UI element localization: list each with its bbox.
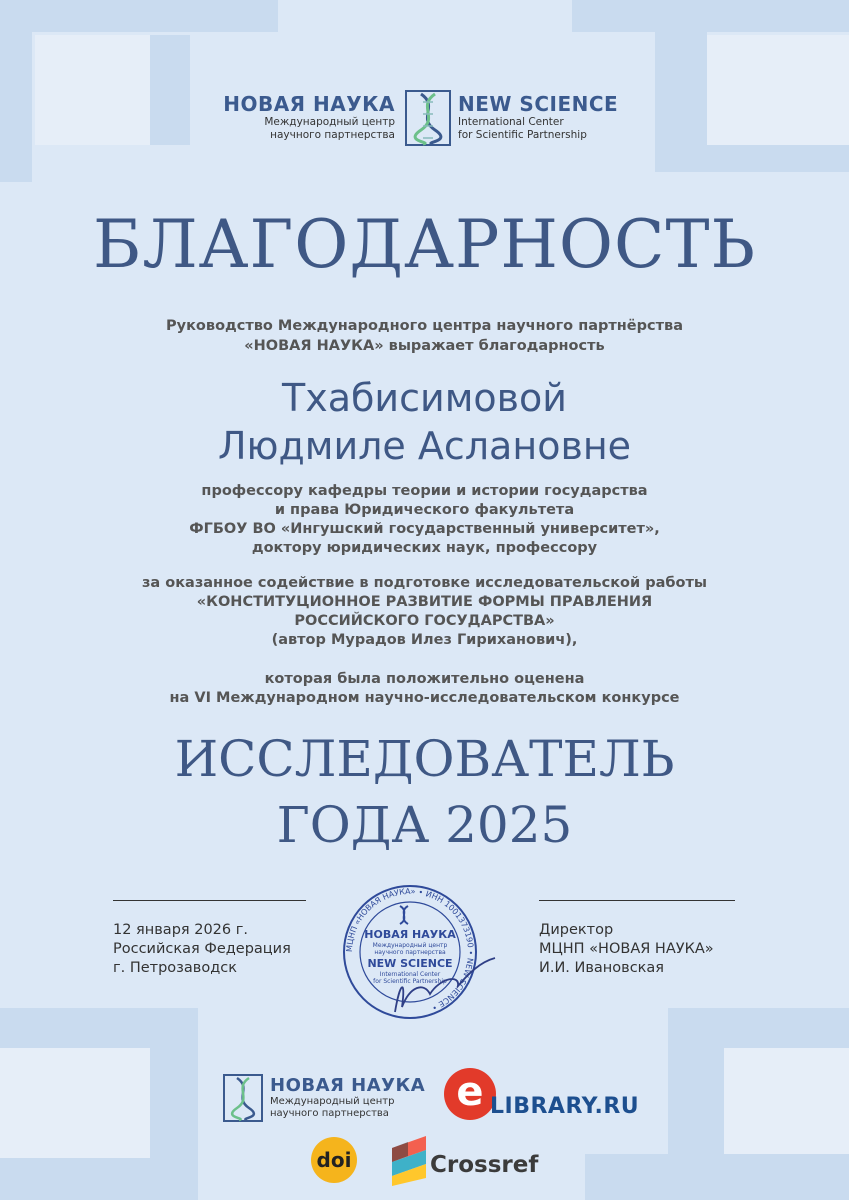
corner-deco <box>572 0 849 32</box>
contest-title-line: ИССЛЕДОВАТЕЛЬ <box>174 730 675 788</box>
recipient-position <box>0 482 849 558</box>
dna-helix-icon <box>222 1073 264 1123</box>
stamp-ring-text: МЦНП «НОВАЯ НАУКА» • ИНН 1001373190 • NEW SCIENCE • <box>344 886 476 1013</box>
stamp-line-3: научного партнерства <box>374 949 446 956</box>
brand-subtitle-en: International Center <box>458 116 564 128</box>
footer-brand-subtitle: Международный центр <box>270 1096 395 1107</box>
corner-deco <box>0 0 278 32</box>
evaluation-line: на VI Международном научно-исследовательском конкурсе <box>169 690 680 706</box>
brand-subtitle-ru: Международный центр <box>264 116 395 128</box>
elibrary-e-icon: e <box>444 1068 496 1120</box>
corner-deco <box>724 1048 849 1154</box>
crossref-text: Crossref <box>430 1152 539 1178</box>
contest-title <box>0 726 849 858</box>
header-brand-en <box>458 92 618 142</box>
brand-name-en: NEW SCIENCE <box>458 92 619 116</box>
divider-right <box>539 900 735 901</box>
brand-name-ru: НОВАЯ НАУКА <box>223 92 395 116</box>
stamp-line-4: NEW SCIENCE <box>367 957 453 970</box>
official-stamp <box>340 882 510 1022</box>
issue-country: Российская Федерация <box>113 941 291 957</box>
divider-left <box>113 900 306 901</box>
stamp-line-2: Международный центр <box>372 942 448 949</box>
corner-deco <box>0 1048 150 1158</box>
footer-brand-name: НОВАЯ НАУКА <box>270 1075 426 1096</box>
recipient-surname: Тхабисимовой <box>282 376 567 420</box>
brand-subtitle-ru: научного партнерства <box>270 129 395 141</box>
reason-line: «КОНСТИТУЦИОННОЕ РАЗВИТИЕ ФОРМЫ ПРАВЛЕНИЯ <box>196 594 653 610</box>
intro-line: «НОВАЯ НАУКА» выражает благодарность <box>244 338 605 354</box>
evaluation-text <box>0 670 849 708</box>
elibrary-text: LIBRARY.RU <box>490 1094 640 1119</box>
stamp-line-6: for Scientific Partnership <box>373 978 447 985</box>
signatory-org: МЦНП «НОВАЯ НАУКА» <box>539 941 714 957</box>
brand-subtitle-en: for Scientific Partnership <box>458 129 587 141</box>
signatory-title: Директор <box>539 922 614 938</box>
stamp-line-1: НОВАЯ НАУКА <box>364 928 456 941</box>
issue-city: г. Петрозаводск <box>113 960 237 976</box>
date-location <box>113 921 291 978</box>
crossref-logo <box>390 1134 550 1186</box>
position-line: ФГБОУ ВО «Ингушский государственный университет», <box>189 521 660 537</box>
footer-brand <box>270 1075 425 1120</box>
header-brand-ru <box>223 92 395 142</box>
certificate-title: БЛАГОДАРНОСТЬ <box>92 206 757 283</box>
crossref-icon <box>390 1134 428 1186</box>
dna-helix-icon <box>403 88 453 148</box>
reason-text <box>0 574 849 650</box>
signatory-name: И.И. Ивановская <box>539 960 665 976</box>
signatory <box>539 921 714 978</box>
reason-line: за оказанное содействие в подготовке исследовательской работы <box>142 575 707 591</box>
elibrary-logo <box>444 1068 640 1122</box>
contest-title-line: ГОДА 2025 <box>276 796 573 854</box>
reason-line: РОССИЙСКОГО ГОСУДАРСТВА» <box>294 613 555 629</box>
evaluation-line: которая была положительно оценена <box>264 671 585 687</box>
position-line: и права Юридического факультета <box>274 502 575 518</box>
header-logo <box>0 88 849 148</box>
position-line: профессору кафедры теории и истории государства <box>201 483 648 499</box>
intro-line: Руководство Международного центра научного партнёрства <box>166 318 683 334</box>
intro-text <box>0 316 849 356</box>
footer-brand-subtitle: научного партнерства <box>270 1108 389 1119</box>
corner-deco <box>707 145 849 172</box>
doi-logo: doi <box>311 1137 357 1183</box>
recipient-given-names: Людмиле Аслановне <box>217 424 632 468</box>
position-line: доктору юридических наук, профессору <box>251 540 598 556</box>
reason-line: (автор Мурадов Илез Гириханович), <box>271 632 578 648</box>
recipient-name <box>0 374 849 470</box>
stamp-line-5: International Center <box>379 971 441 978</box>
corner-deco <box>585 1154 849 1200</box>
issue-date: 12 января 2026 г. <box>113 922 248 938</box>
